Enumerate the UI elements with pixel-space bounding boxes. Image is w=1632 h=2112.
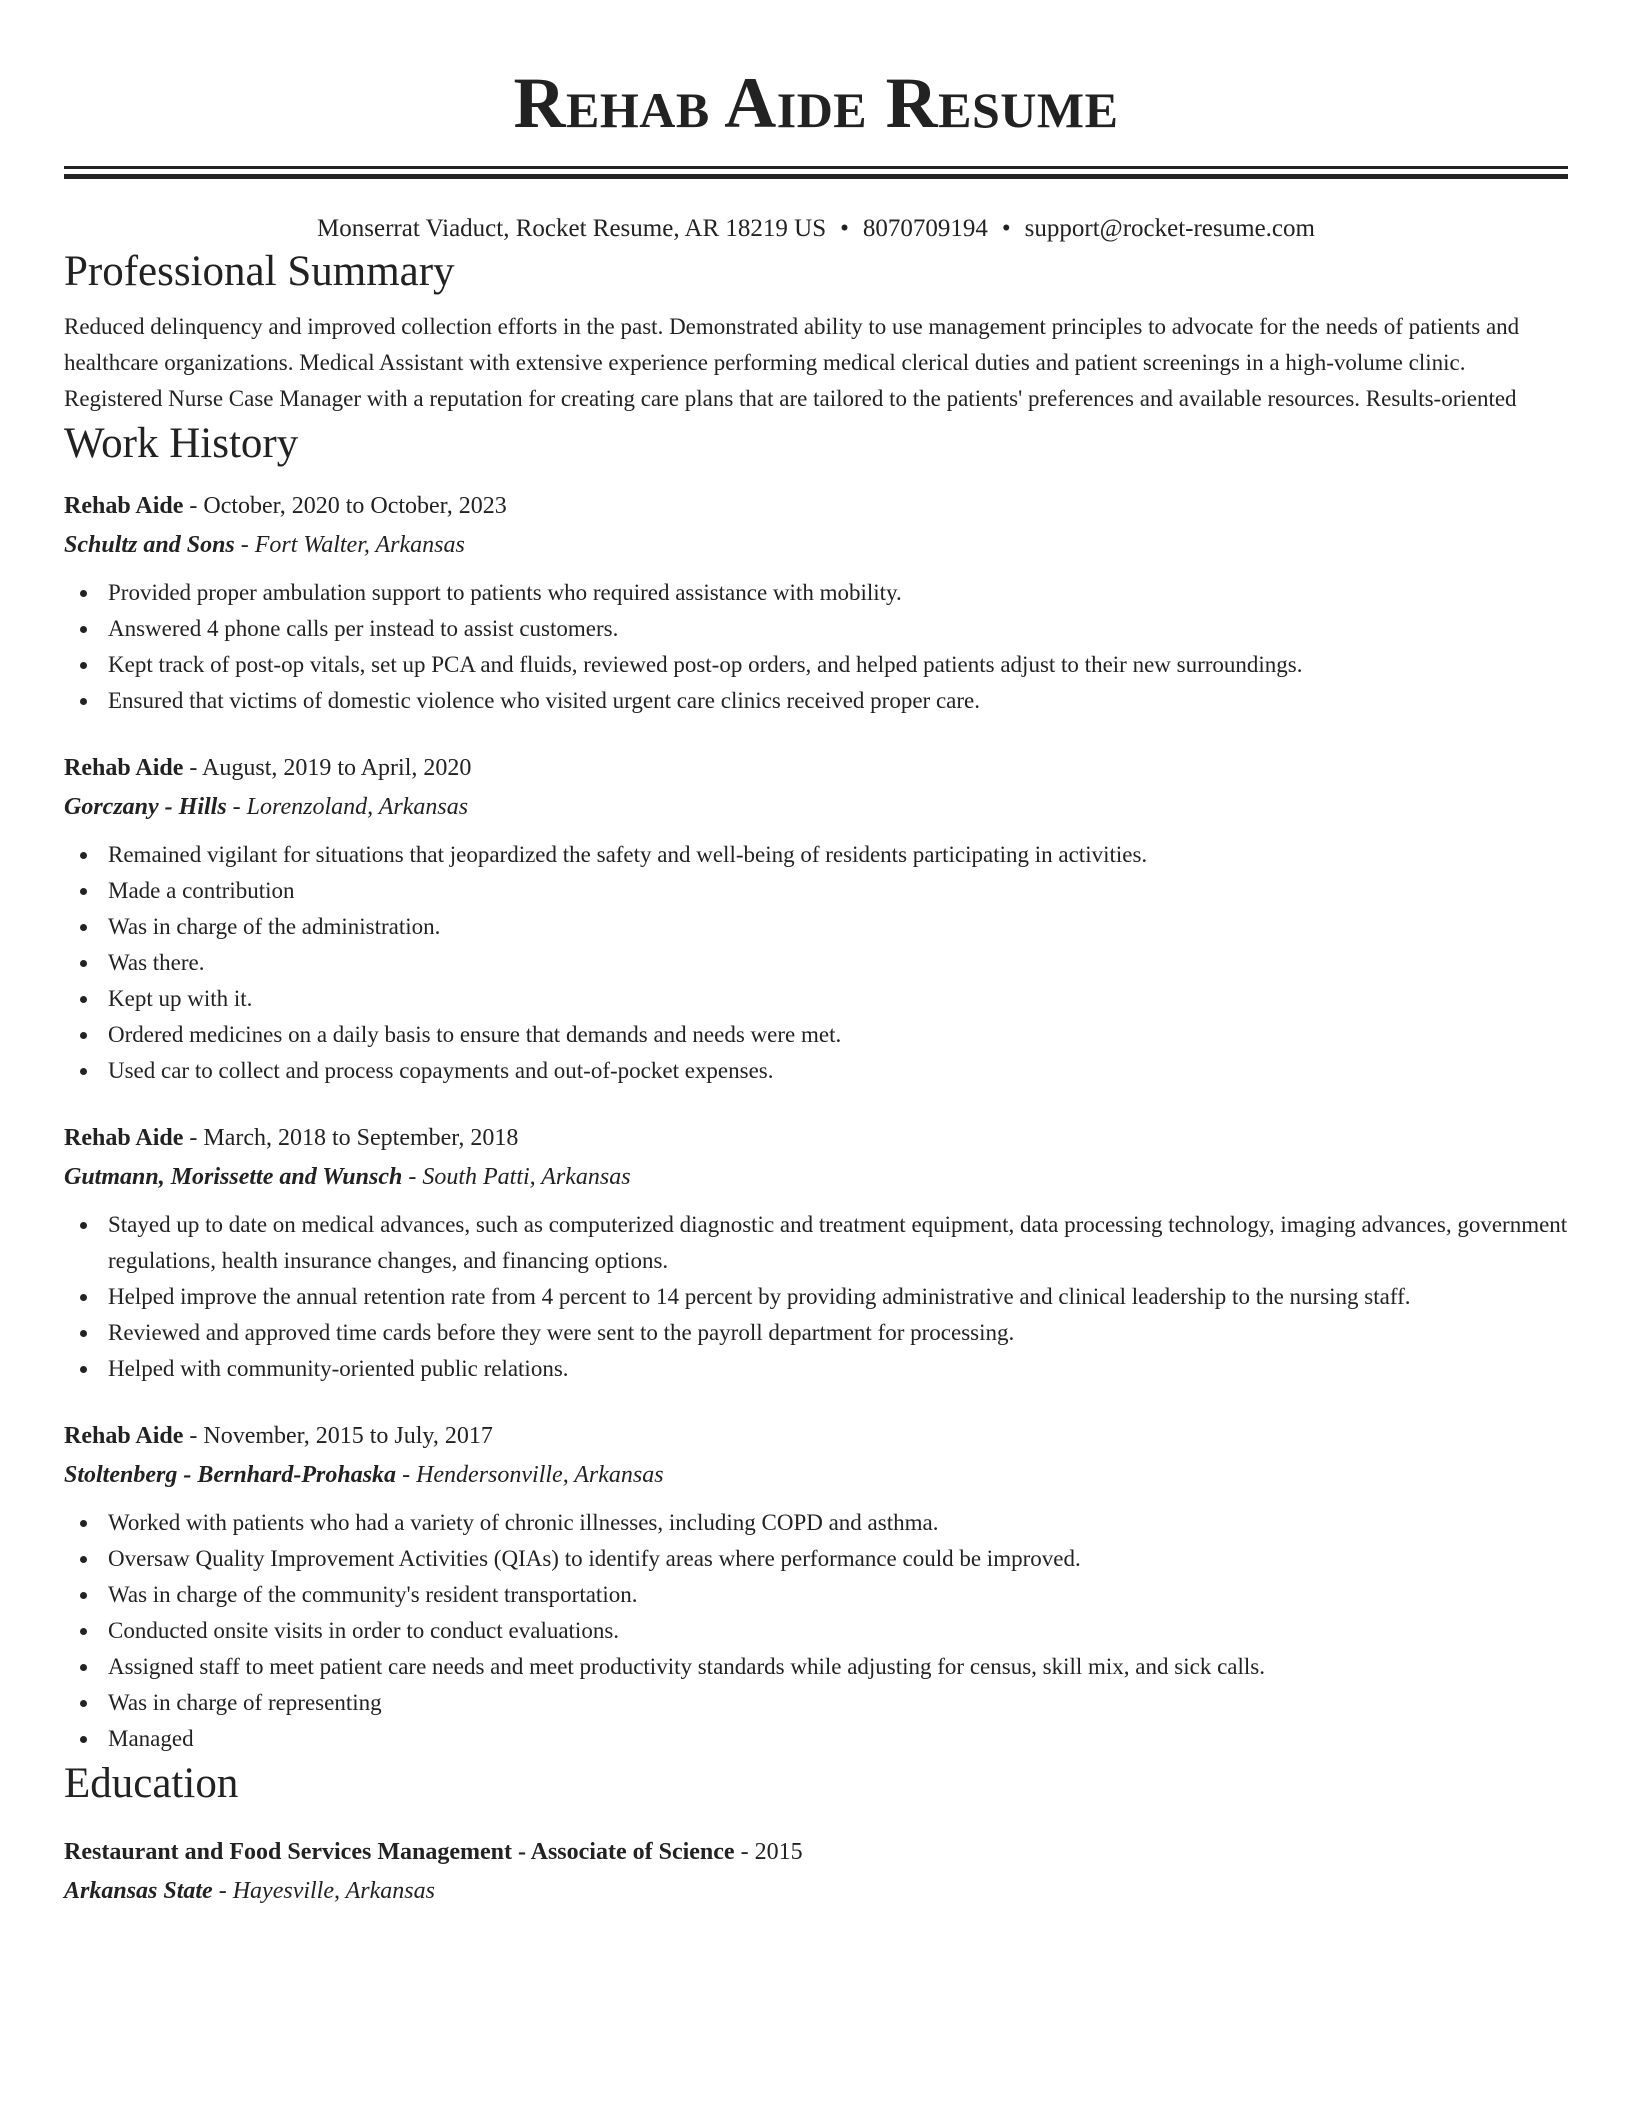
duty-item: Ensured that victims of domestic violence who visited urgent care clinics received proper care. [108,683,1568,719]
education-list [64,1833,1568,1911]
company-location: Fort Walter, Arkansas [254,532,465,558]
duty-item: Answered 4 phone calls per instead to assist customers. [108,611,1568,647]
degree-year: 2015 [754,1839,803,1865]
duty-item: Ordered medicines on a daily basis to ensure that demands and needs were met. [108,1017,1568,1053]
duty-item: Was in charge of the community's resident transportation. [108,1577,1568,1613]
title-divider-thick [64,174,1568,179]
job-title-line [64,1119,1568,1158]
dash: - [234,532,255,558]
education-heading: Education [64,1760,239,1807]
job-dates: March, 2018 to September, 2018 [203,1125,519,1151]
duty-item: Oversaw Quality Improvement Activities (QIAs) to identify areas where performance could be improved. [108,1541,1568,1577]
duty-item: Worked with patients who had a variety of chronic illnesses, including COPD and asthma. [108,1505,1568,1541]
dash: - [212,1878,233,1904]
contact-separator: • [840,215,849,242]
duty-item: Helped with community-oriented public relations. [108,1351,1568,1387]
duties-list [64,575,1568,719]
resume-title: Rehab Aide Resume [513,63,1119,143]
duty-item: Made a contribution [108,873,1568,909]
title-divider-thin [64,166,1568,169]
company-line [64,1158,1568,1197]
job-dates: November, 2015 to July, 2017 [203,1423,493,1449]
company-name: Schultz and Sons [64,532,235,558]
school-line [64,1872,1568,1911]
duty-item: Conducted onsite visits in order to conduct evaluations. [108,1613,1568,1649]
duty-item: Was in charge of representing [108,1685,1568,1721]
degree-line [64,1833,1568,1872]
job-title: Rehab Aide [64,755,184,781]
contact-separator: • [1001,215,1011,242]
job-title: Rehab Aide [64,1423,184,1449]
duties-list [64,1505,1568,1757]
education-entry [64,1833,1568,1911]
company-line [64,788,1568,827]
duty-item: Kept up with it. [108,981,1568,1017]
work-history-list [64,487,1568,1757]
duties-list [64,1207,1568,1387]
job-entry [64,487,1568,719]
duty-item: Stayed up to date on medical advances, such as computerized diagnostic and treatment equipment, data processing technology, imaging advances, government regulations, health insurance changes, and financing options. [108,1207,1568,1279]
job-dates: October, 2020 to October, 2023 [203,493,507,519]
company-name: Gutmann, Morissette and Wunsch [64,1164,403,1190]
work-history-heading: Work History [64,420,299,467]
duty-item: Assigned staff to meet patient care needs and meet productivity standards while adjusting for census, skill mix, and sick calls. [108,1649,1568,1685]
company-location: Hendersonville, Arkansas [416,1462,664,1488]
duty-item: Was in charge of the administration. [108,909,1568,945]
duty-item: Provided proper ambulation support to patients who required assistance with mobility. [108,575,1568,611]
job-title-line [64,487,1568,526]
duty-item: Helped improve the annual retention rate from 4 percent to 14 percent by providing administrative and clinical leadership to the nursing staff. [108,1279,1568,1315]
job-title: Rehab Aide [64,1125,184,1151]
job-entry [64,1417,1568,1757]
dash: - [183,1125,204,1151]
company-location: Lorenzoland, Arkansas [246,794,469,820]
summary-text: Reduced delinquency and improved collection efforts in the past. Demonstrated ability to use management principles to advocate for the needs of patients and healthcare organizations. Medical Assistant with extensive experience performing medical clerical duties and patient screenings in a high-volume clinic. Registered Nurse Case Manager with a reputation for creating care plans that are tailored to the patients' preferences and available resources. Results-oriented [64,314,1520,411]
duty-item: Managed [108,1721,1568,1757]
school-name: Arkansas State [64,1878,213,1904]
duties-list [64,837,1568,1089]
job-title: Rehab Aide [64,493,184,519]
dash: - [183,1423,204,1449]
dash: - [396,1462,417,1488]
job-title-line [64,1417,1568,1456]
company-name: Gorczany - Hills [64,794,227,820]
company-line [64,1456,1568,1495]
contact-email: support@rocket-resume.com [1024,215,1315,242]
contact-phone: 8070709194 [862,215,988,242]
company-location: South Patti, Arkansas [422,1164,631,1190]
dash: - [183,755,203,781]
job-dates: August, 2019 to April, 2020 [202,755,472,781]
company-name: Stoltenberg - Bernhard-Prohaska [64,1462,397,1488]
job-entry [64,749,1568,1089]
duty-item: Used car to collect and process copayments and out-of-pocket expenses. [108,1053,1568,1089]
degree-name: Restaurant and Food Services Management - Associate of Science [64,1839,735,1865]
company-line [64,526,1568,565]
summary-heading: Professional Summary [64,248,455,295]
duty-item: Remained vigilant for situations that jeopardized the safety and well-being of residents participating in activities. [108,837,1568,873]
duty-item: Reviewed and approved time cards before they were sent to the payroll department for processing. [108,1315,1568,1351]
job-entry [64,1119,1568,1387]
school-location: Hayesville, Arkansas [232,1878,435,1904]
dash: - [226,794,247,820]
dash: - [734,1839,755,1865]
contact-address: Monserrat Viaduct, Rocket Resume, AR 18219 US [317,215,827,242]
duty-item: Was there. [108,945,1568,981]
duty-item: Kept track of post-op vitals, set up PCA and fluids, reviewed post-op orders, and helped patients adjust to their new surroundings. [108,647,1568,683]
dash: - [402,1164,423,1190]
job-title-line [64,749,1568,788]
dash: - [183,493,204,519]
contact-line [64,213,1568,245]
